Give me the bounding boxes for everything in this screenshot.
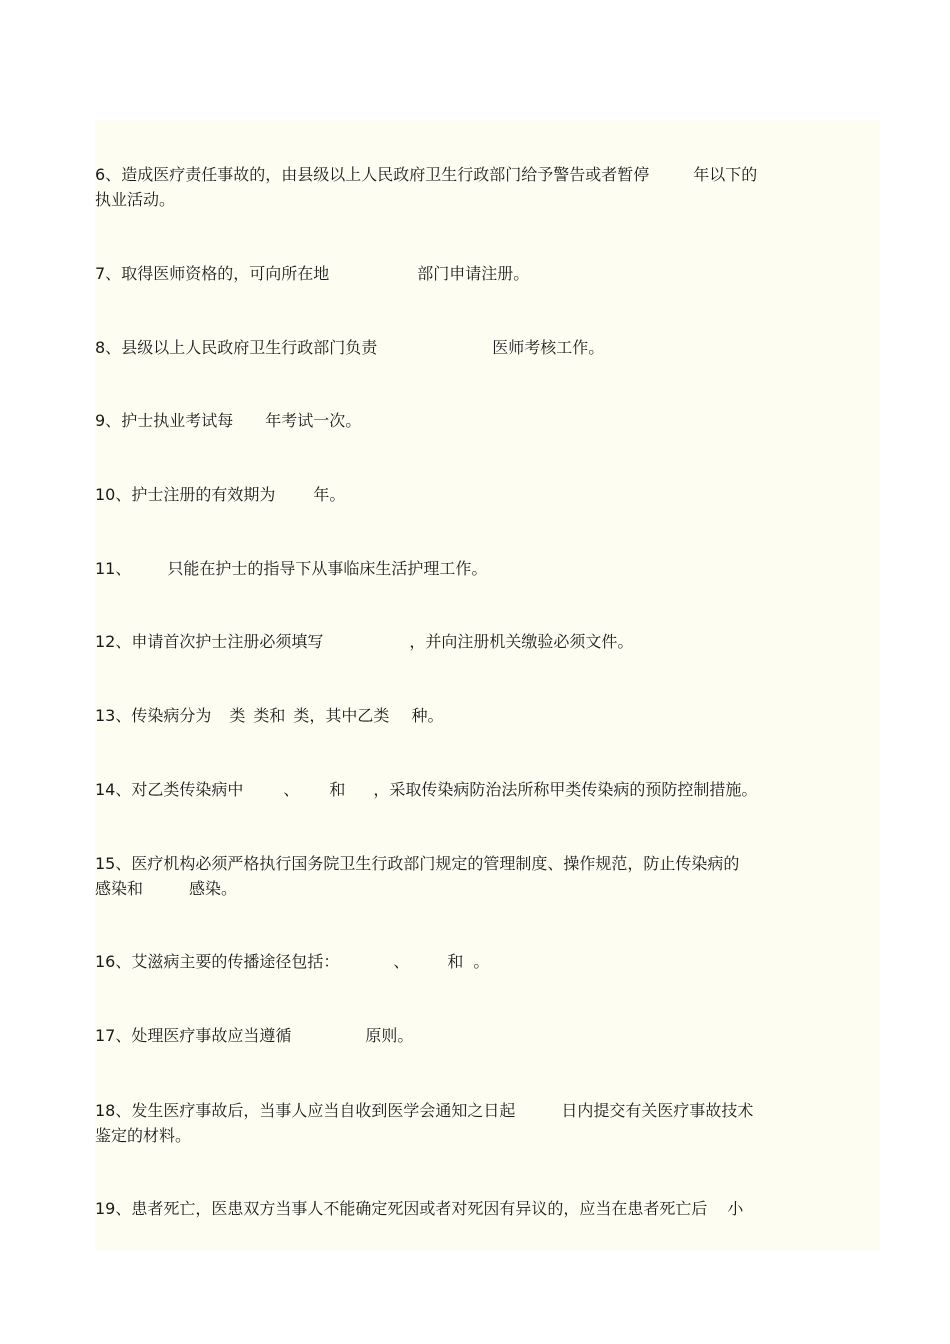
question-text: 感染和: [95, 879, 144, 898]
question-number: 17、: [95, 1026, 132, 1045]
question-8: [95, 335, 885, 360]
question-text: 执业活动。: [95, 190, 176, 209]
question-6: [95, 162, 885, 212]
question-12: [95, 629, 885, 654]
question-text: 种。: [411, 706, 444, 725]
question-16: [95, 949, 885, 974]
question-14: [95, 777, 885, 802]
question-text: 造成医疗责任事故的，由县级以上人民政府卫生行政部门给予警告或者暂停: [121, 165, 650, 184]
question-7: [95, 261, 885, 286]
document-page: [95, 120, 880, 1250]
question-text: 小: [727, 1199, 744, 1218]
question-text: 类和: [253, 706, 286, 725]
question-text: 年。: [313, 485, 346, 504]
question-11: [95, 556, 885, 581]
question-text: 传染病分为: [131, 706, 212, 725]
question-text: 年考试一次。: [265, 411, 362, 430]
question-text: 发生医疗事故后，当事人应当自收到医学会通知之日起: [131, 1101, 516, 1120]
question-text: 鉴定的材料。: [95, 1126, 192, 1145]
question-text: 县级以上人民政府卫生行政部门负责: [121, 338, 378, 357]
question-text: 部门申请注册。: [417, 264, 530, 283]
question-text: 和: [447, 952, 464, 971]
question-text: 患者死亡，医患双方当事人不能确定死因或者对死因有异议的，应当在患者死亡后: [131, 1199, 708, 1218]
question-text: 。: [473, 952, 490, 971]
question-text: ，采取传染病防治法所称甲类传染病的预防控制措施。: [373, 780, 758, 799]
question-number: 10、: [95, 485, 132, 504]
question-number: 9、: [95, 411, 122, 430]
question-13: [95, 703, 885, 728]
question-text: 艾滋病主要的传播途径包括：: [131, 952, 340, 971]
question-text: 原则。: [365, 1026, 414, 1045]
question-text: 感染。: [189, 879, 238, 898]
question-text: 类: [229, 706, 246, 725]
question-number: 15、: [95, 854, 132, 873]
question-number: 11、: [95, 559, 132, 578]
question-text: 申请首次护士注册必须填写: [131, 632, 324, 651]
question-18: [95, 1098, 885, 1148]
question-text: 日内提交有关医疗事故技术: [561, 1101, 754, 1120]
question-number: 16、: [95, 952, 132, 971]
question-number: 12、: [95, 632, 132, 651]
question-15: [95, 851, 885, 901]
question-9: [95, 408, 885, 433]
question-text: 医疗机构必须严格执行国务院卫生行政部门规定的管理制度、操作规范，防止传染病的: [131, 854, 740, 873]
question-text: 护士注册的有效期为: [131, 485, 276, 504]
question-text: 类，其中乙类: [293, 706, 390, 725]
question-text: 对乙类传染病中: [131, 780, 244, 799]
question-text: 、: [283, 780, 300, 799]
question-text: 只能在护士的指导下从事临床生活护理工作。: [167, 559, 488, 578]
question-text: ，并向注册机关缴验必须文件。: [409, 632, 634, 651]
question-number: 19、: [95, 1199, 132, 1218]
question-text: 医师考核工作。: [492, 338, 605, 357]
question-text: 和: [329, 780, 346, 799]
question-10: [95, 482, 885, 507]
question-text: 护士执业考试每: [121, 411, 234, 430]
question-number: 13、: [95, 706, 132, 725]
question-text: 处理医疗事故应当遵循: [131, 1026, 292, 1045]
question-17: [95, 1023, 885, 1048]
question-number: 14、: [95, 780, 132, 799]
question-text: 年以下的: [693, 165, 758, 184]
question-text: 取得医师资格的，可向所在地: [121, 264, 330, 283]
question-number: 18、: [95, 1101, 132, 1120]
question-19: [95, 1196, 885, 1221]
question-number: 7、: [95, 264, 122, 283]
question-number: 6、: [95, 165, 122, 184]
question-text: 、: [393, 952, 410, 971]
question-number: 8、: [95, 338, 122, 357]
